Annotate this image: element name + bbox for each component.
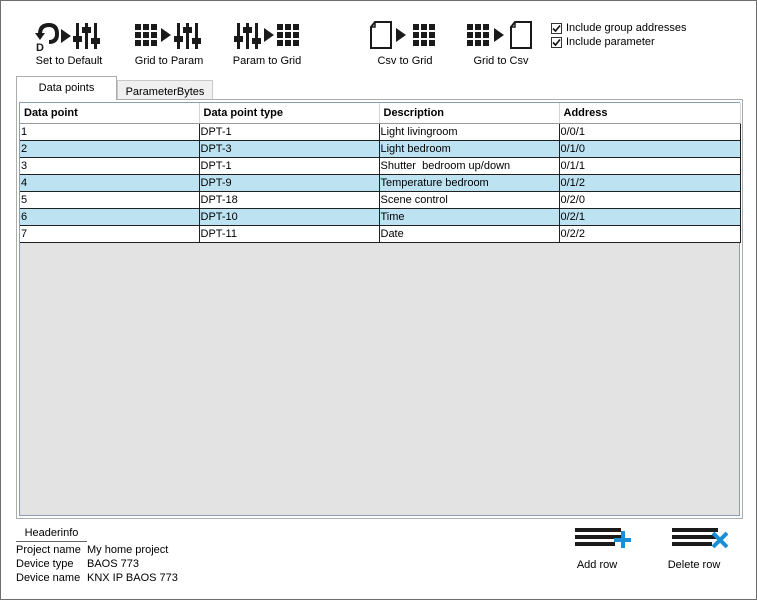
grid-to-param-label: Grid to Param: [134, 55, 204, 67]
cell-description[interactable]: Shutter bedroom up/down: [379, 158, 559, 175]
column-header-address[interactable]: Address: [559, 103, 740, 124]
set-to-default-label: Set to Default: [35, 55, 103, 67]
cell-data-point[interactable]: 3: [20, 158, 199, 175]
cell-data-point[interactable]: 6: [20, 209, 199, 226]
cell-description[interactable]: Light bedroom: [379, 141, 559, 158]
cell-address[interactable]: 0/1/0: [559, 141, 740, 158]
add-row-label: Add row: [576, 559, 618, 571]
headerinfo-title: Headerinfo: [16, 527, 87, 542]
cell-data-point-type[interactable]: DPT-18: [199, 192, 379, 209]
set-default-icon: [24, 20, 114, 52]
cell-data-point-type[interactable]: DPT-1: [199, 124, 379, 141]
include-parameter-label: Include parameter: [566, 36, 655, 48]
include-parameter-checkbox[interactable]: [551, 37, 562, 48]
cell-address[interactable]: 0/2/0: [559, 192, 740, 209]
cell-data-point[interactable]: 7: [20, 226, 199, 243]
table-row[interactable]: [20, 209, 740, 226]
csv-to-grid-icon: [360, 20, 450, 52]
table-row[interactable]: [20, 141, 740, 158]
grid-to-csv-label: Grid to Csv: [473, 55, 529, 67]
device-name-value: KNX IP BAOS 773: [87, 572, 178, 584]
cell-data-point[interactable]: 2: [20, 141, 199, 158]
cell-data-point[interactable]: 5: [20, 192, 199, 209]
delete-row-label: Delete row: [667, 559, 721, 571]
cell-description[interactable]: Light livingroom: [379, 124, 559, 141]
include-group-addresses-option[interactable]: [551, 22, 686, 34]
cell-address[interactable]: 0/1/2: [559, 175, 740, 192]
cell-address[interactable]: 0/2/1: [559, 209, 740, 226]
include-parameter-option[interactable]: [551, 36, 655, 48]
table-row[interactable]: [20, 158, 740, 175]
tab-parameter-bytes[interactable]: ParameterBytes: [117, 80, 213, 102]
device-type-value: BAOS 773: [87, 558, 139, 570]
cell-data-point-type[interactable]: DPT-1: [199, 158, 379, 175]
add-row-button[interactable]: [552, 526, 642, 571]
cell-address[interactable]: 0/2/2: [559, 226, 740, 243]
csv-to-grid-label: Csv to Grid: [377, 55, 433, 67]
add-row-icon: [563, 526, 631, 548]
csv-to-grid-button[interactable]: [360, 20, 450, 67]
cell-data-point[interactable]: 1: [20, 124, 199, 141]
tab-data-points[interactable]: Data points: [16, 76, 117, 100]
delete-row-button[interactable]: [649, 526, 739, 571]
project-name-label: Project name: [16, 544, 81, 556]
include-group-addresses-checkbox[interactable]: [551, 23, 562, 34]
cell-description[interactable]: Date: [379, 226, 559, 243]
device-type-label: Device type: [16, 558, 74, 570]
cell-data-point-type[interactable]: DPT-3: [199, 141, 379, 158]
project-name-value: My home project: [87, 544, 169, 556]
data-points-panel: [16, 99, 743, 519]
param-to-grid-button[interactable]: [222, 20, 312, 67]
grid-to-param-icon: [124, 20, 214, 52]
cell-data-point-type[interactable]: DPT-10: [199, 209, 379, 226]
column-header-data-point[interactable]: Data point: [20, 103, 199, 124]
column-header-data-point-type[interactable]: Data point type: [199, 103, 379, 124]
param-to-grid-label: Param to Grid: [232, 55, 302, 67]
table-row[interactable]: [20, 226, 740, 243]
column-header-description[interactable]: Description: [379, 103, 559, 124]
device-name-label: Device name: [16, 572, 81, 584]
cell-data-point-type[interactable]: DPT-9: [199, 175, 379, 192]
table-row[interactable]: [20, 192, 740, 209]
cell-description[interactable]: Scene control: [379, 192, 559, 209]
include-group-addresses-label: Include group addresses: [566, 22, 687, 34]
cell-data-point[interactable]: 4: [20, 175, 199, 192]
table-row[interactable]: [20, 175, 740, 192]
data-points-grid[interactable]: [19, 102, 740, 516]
data-points-table: [20, 103, 741, 243]
cell-address[interactable]: 0/1/1: [559, 158, 740, 175]
grid-to-param-button[interactable]: [124, 20, 214, 67]
cell-description[interactable]: Time: [379, 209, 559, 226]
cell-description[interactable]: Temperature bedroom: [379, 175, 559, 192]
cell-data-point-type[interactable]: DPT-11: [199, 226, 379, 243]
table-row[interactable]: [20, 124, 740, 141]
grid-to-csv-button[interactable]: [456, 20, 546, 67]
param-to-grid-icon: [222, 20, 312, 52]
grid-to-csv-icon: [456, 20, 546, 52]
svg-text:D: D: [36, 42, 44, 52]
cell-address[interactable]: 0/0/1: [559, 124, 740, 141]
delete-row-icon: [660, 526, 728, 548]
set-to-default-button[interactable]: [24, 20, 114, 67]
